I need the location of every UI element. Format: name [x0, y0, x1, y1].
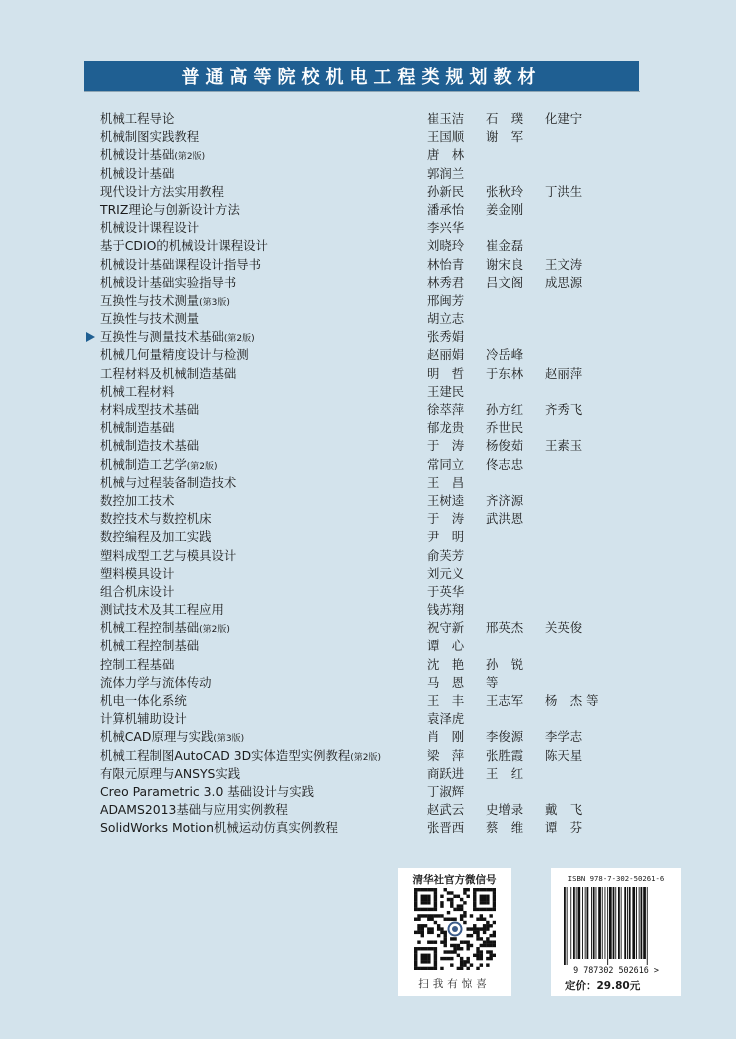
book-title-text: 机械CAD原理与实践	[100, 729, 214, 745]
book-title-text: 机械设计基础课程设计指导书	[100, 256, 262, 272]
book-author: 谢 军	[486, 129, 524, 145]
book-row	[100, 565, 660, 583]
book-title	[100, 346, 249, 364]
book-title	[100, 219, 199, 237]
book-title-text: 流体力学与流体传动	[100, 674, 212, 690]
book-edition: (第2版)	[223, 334, 255, 345]
book-author: 王 昌	[427, 474, 465, 490]
book-title	[100, 274, 236, 292]
book-title-text: 机电一体化系统	[100, 693, 187, 708]
book-title-text: 机械设计基础	[100, 147, 175, 163]
book-author: 丁洪生	[545, 183, 583, 199]
book-author: 王 红	[486, 765, 524, 781]
book-edition: (第2版)	[174, 152, 206, 163]
book-title	[100, 710, 187, 728]
book-author: 马 恩	[427, 674, 465, 690]
book-title-text: TRIZ理论与创新设计方法	[100, 201, 240, 217]
book-title	[100, 474, 236, 492]
book-author: 沈 艳	[427, 656, 465, 672]
book-row	[100, 346, 660, 364]
book-row	[100, 365, 660, 383]
book-author: 常同立	[427, 456, 465, 472]
book-author: 钱苏翔	[427, 602, 465, 618]
book-title	[100, 383, 174, 401]
book-author: 郭润兰	[427, 165, 465, 181]
book-author: 肖 刚	[427, 729, 465, 745]
book-title	[100, 783, 314, 801]
book-title	[100, 492, 174, 510]
book-row	[100, 383, 660, 401]
book-title	[100, 256, 261, 274]
wechat-qr-card	[398, 868, 511, 996]
book-title	[100, 146, 205, 166]
book-author: 王国顺	[427, 129, 465, 145]
book-title	[100, 328, 255, 348]
book-author: 梁 萍	[427, 747, 465, 763]
book-list	[100, 110, 660, 838]
book-title-text: 计算机辅助设计	[100, 711, 187, 727]
book-author: 张胜霞	[486, 747, 524, 763]
book-author: 王志军	[486, 693, 524, 708]
book-author: 王建民	[427, 383, 465, 399]
book-title	[100, 674, 212, 692]
book-title-text: 组合机床设计	[100, 583, 175, 599]
book-title-text: 数控编程及加工实践	[100, 529, 212, 545]
book-title-text: 基于CDIO的机械设计课程设计	[100, 238, 268, 254]
book-title	[100, 583, 174, 601]
book-title-text: 机械制造基础	[100, 420, 175, 436]
book-title	[100, 747, 381, 767]
book-row	[100, 274, 660, 292]
book-title-text: 现代设计方法实用教程	[100, 183, 224, 199]
book-title-text: 机械几何量精度设计与检测	[100, 347, 249, 363]
book-title	[100, 110, 174, 128]
book-title	[100, 801, 288, 819]
book-row	[100, 456, 660, 474]
book-row	[100, 419, 660, 437]
current-book-marker-icon	[86, 332, 95, 342]
book-title-text: 机械设计基础实验指导书	[100, 274, 237, 290]
book-author: 明 哲	[427, 365, 465, 381]
book-author: 崔金磊	[486, 238, 524, 254]
book-author: 孙新民	[427, 183, 465, 199]
book-row	[100, 728, 660, 746]
book-title	[100, 292, 230, 312]
book-author: 张秀娟	[427, 329, 465, 345]
book-title	[100, 128, 199, 146]
book-author: 袁泽虎	[427, 711, 465, 727]
qr-caption: 扫我有惊喜	[418, 978, 491, 990]
book-title	[100, 310, 199, 328]
book-author: 崔玉洁	[427, 111, 465, 126]
book-title-text: 塑料成型工艺与模具设计	[100, 547, 237, 563]
book-author: 王树逵	[427, 492, 465, 508]
book-title	[100, 201, 240, 219]
book-author: 于 涛	[427, 438, 465, 454]
book-title	[100, 692, 187, 710]
book-row	[100, 437, 660, 455]
book-title	[100, 765, 240, 783]
book-author: 唐 林	[427, 147, 465, 163]
book-author: 邢闽芳	[427, 292, 465, 308]
book-title-text: 机械工程导论	[100, 111, 175, 126]
book-row	[100, 110, 660, 128]
book-row	[100, 656, 660, 674]
book-author: 于 涛	[427, 511, 465, 527]
book-author: 胡立志	[427, 311, 465, 327]
barcode-digits: 9 787302 502616 >	[573, 965, 659, 975]
book-row	[100, 692, 660, 710]
book-edition: (第2版)	[350, 752, 382, 763]
book-title	[100, 656, 174, 674]
book-title-text: 有限元原理与ANSYS实践	[100, 765, 241, 781]
book-author: 乔世民	[486, 420, 524, 436]
book-author: 于东林	[486, 365, 524, 381]
book-title-text: 机械设计课程设计	[100, 220, 200, 236]
book-author: 张晋西	[427, 820, 465, 836]
book-row	[100, 710, 660, 728]
book-author: 商跃进	[427, 765, 465, 781]
isbn-number: ISBN 978-7-302-50261-6	[567, 874, 665, 883]
book-title-text: ADAMS2013基础与应用实例教程	[100, 802, 288, 818]
book-author: 刘元义	[427, 565, 465, 581]
price-label: 定价：29.80元	[565, 980, 641, 992]
book-title	[100, 819, 338, 837]
isbn-barcode-card	[551, 868, 681, 996]
book-title-text: 机械工程材料	[100, 383, 175, 399]
book-author: 赵丽萍	[545, 365, 583, 381]
book-author: 史增录	[486, 802, 524, 818]
book-author: 谭 心	[427, 638, 465, 654]
book-author: 丁淑辉	[427, 783, 465, 799]
book-author: 俞芙芳	[427, 547, 465, 563]
book-author: 蔡 维	[486, 820, 524, 836]
book-edition: (第3版)	[213, 734, 245, 745]
book-title-text: 机械与过程装备制造技术	[100, 474, 237, 490]
book-author: 陈天星	[545, 747, 583, 763]
book-row	[100, 819, 660, 837]
qr-code-icon	[414, 888, 496, 970]
book-title-text: 机械工程控制基础	[100, 620, 200, 636]
book-author: 化建宁	[545, 111, 583, 126]
book-row	[100, 310, 660, 328]
book-title	[100, 619, 230, 639]
book-author: 林秀君	[427, 274, 465, 290]
book-title	[100, 237, 268, 255]
book-title	[100, 565, 174, 583]
book-author: 赵丽娟	[427, 347, 465, 363]
series-title-banner: 普通高等院校机电工程类规划教材	[84, 61, 639, 91]
book-title-text: 数控技术与数控机床	[100, 511, 212, 527]
book-row	[100, 510, 660, 528]
book-title	[100, 401, 199, 419]
book-row	[100, 547, 660, 565]
book-title-text: 互换性与技术测量	[100, 292, 200, 308]
book-title-text: 控制工程基础	[100, 656, 175, 672]
barcode-icon	[558, 885, 674, 975]
book-author: 戴 飞	[545, 802, 583, 818]
book-author: 姜金刚	[486, 201, 524, 217]
book-title	[100, 165, 174, 183]
book-title	[100, 728, 244, 748]
book-title	[100, 419, 174, 437]
book-author: 杨俊茹	[486, 438, 524, 454]
book-row	[100, 747, 660, 765]
book-author: 郁龙贵	[427, 420, 465, 436]
book-author: 石 璞	[486, 111, 524, 126]
book-title-text: 工程材料及机械制造基础	[100, 365, 237, 381]
book-row	[100, 619, 660, 637]
book-title-text: 材料成型技术基础	[100, 402, 200, 417]
book-row	[100, 292, 660, 310]
book-title-text: 机械制图实践教程	[100, 129, 200, 145]
book-title-text: 测试技术及其工程应用	[100, 602, 224, 618]
book-edition: (第2版)	[199, 625, 230, 636]
book-author: 成思源	[545, 274, 583, 290]
book-author: 王 丰	[427, 693, 465, 708]
book-title	[100, 456, 217, 476]
book-row	[100, 765, 660, 783]
book-author: 赵武云	[427, 802, 465, 818]
book-title-text: 机械工程控制基础	[100, 638, 200, 654]
book-row	[100, 637, 660, 655]
book-author: 王文涛	[545, 256, 583, 272]
book-author: 谢宋良	[486, 256, 524, 272]
qr-title: 清华社官方微信号	[412, 874, 497, 886]
book-author: 祝守新	[427, 620, 465, 636]
book-author: 武洪恩	[486, 511, 524, 527]
book-title-text: 机械设计基础	[100, 165, 175, 181]
book-row	[100, 201, 660, 219]
book-author: 谭 芬	[545, 820, 583, 836]
book-row	[100, 219, 660, 237]
book-author: 李兴华	[427, 220, 465, 236]
book-title	[100, 547, 236, 565]
book-title-text: 塑料模具设计	[100, 565, 175, 581]
book-author: 林怡青	[427, 256, 465, 272]
book-title	[100, 528, 212, 546]
book-author: 于英华	[427, 583, 465, 599]
header-divider	[84, 91, 640, 92]
book-row	[100, 128, 660, 146]
book-author: 孙 锐	[486, 656, 524, 672]
book-author: 杨 杰 等	[545, 693, 599, 708]
book-author: 潘承怡	[427, 201, 465, 217]
book-author: 徐萃萍	[427, 402, 465, 417]
book-author: 吕文阁	[486, 274, 524, 290]
book-title-text: Creo Parametric 3.0 基础设计与实践	[100, 783, 315, 799]
book-title-text: 互换性与测量技术基础	[100, 329, 224, 345]
book-title-text: 机械制造技术基础	[100, 438, 200, 454]
book-row	[100, 783, 660, 801]
book-author: 齐秀飞	[545, 402, 583, 417]
book-author: 刘晓玲	[427, 238, 465, 254]
book-author: 邢英杰	[486, 620, 524, 636]
book-author: 李俊源	[486, 729, 524, 745]
book-edition: (第3版)	[199, 297, 230, 308]
book-row	[100, 528, 660, 546]
book-row	[100, 401, 660, 419]
book-title	[100, 437, 199, 455]
book-title-text: 机械制造工艺学	[100, 456, 187, 472]
book-author: 张秋玲	[486, 183, 524, 199]
book-author: 孙方红	[486, 402, 524, 417]
book-title	[100, 601, 224, 619]
book-author: 齐济源	[486, 492, 524, 508]
book-title	[100, 365, 236, 383]
book-row	[100, 674, 660, 692]
book-row	[100, 474, 660, 492]
book-author: 尹 明	[427, 529, 465, 545]
book-author: 关英俊	[545, 620, 583, 636]
book-row	[100, 601, 660, 619]
book-author: 王素玉	[545, 438, 583, 454]
book-author: 李学志	[545, 729, 583, 745]
book-row	[100, 256, 660, 274]
book-author: 冷岳峰	[486, 347, 524, 363]
book-edition: (第2版)	[186, 461, 218, 472]
book-title-text: SolidWorks Motion机械运动仿真实例教程	[100, 820, 338, 836]
book-title-text: 互换性与技术测量	[100, 311, 200, 327]
book-title	[100, 637, 199, 655]
book-title-text: 机械工程制图AutoCAD 3D实体造型实例教程	[100, 747, 351, 763]
book-row	[100, 492, 660, 510]
book-row	[100, 801, 660, 819]
book-title	[100, 510, 212, 528]
book-title-text: 数控加工技术	[100, 492, 175, 508]
book-author: 等	[486, 674, 499, 690]
book-row	[100, 183, 660, 201]
book-row	[100, 583, 660, 601]
book-row	[100, 165, 660, 183]
book-row	[100, 237, 660, 255]
book-row	[100, 146, 660, 164]
book-title	[100, 183, 224, 201]
book-author: 佟志忠	[486, 456, 524, 472]
book-row	[100, 328, 660, 346]
